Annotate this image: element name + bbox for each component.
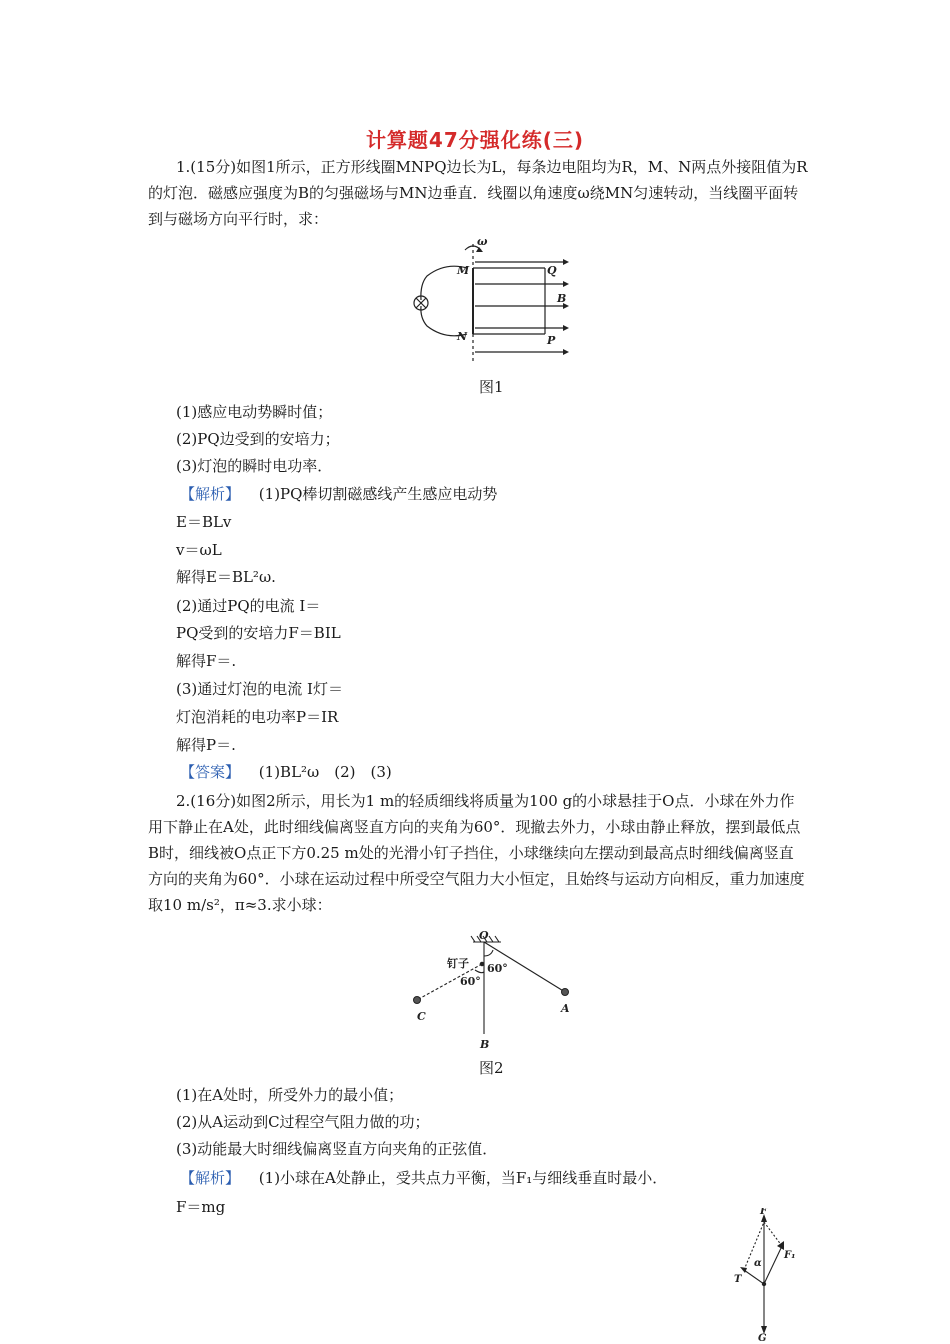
- fig1-label-q: Q: [547, 264, 557, 277]
- figure-2: [405, 928, 585, 1053]
- fig2-angle-a: 60°: [487, 962, 508, 975]
- q2-stem: 2.(16分)如图2所示，用长为1 m的轻质细线将质量为100 g的小球悬挂于O点．小球在外力作用下静止在A处，此时细线偏离竖直方向的夹角为60°．现撤去外力，小球由静止释放，摆到最低点B时，细线被O点正下方0.25 m处的光滑小钉子挡住，小球继续向左摆动到最高点时细线偏离竖直方向的夹角为60°．小球在运动过程中所受空气阻力大小恒定，且始终与运动方向相反，重力加速度取10 m/s²，π≈3.求小球：: [148, 792, 805, 914]
- fig1-label-n: N: [457, 330, 468, 343]
- q2-a2: F＝mg: [176, 1198, 226, 1216]
- q2-sub1: (1)在A处时，所受外力的最小值；: [176, 1086, 404, 1104]
- fig1-label-p: P: [547, 334, 556, 347]
- fig3-label-f1: F₁: [784, 1250, 796, 1261]
- fig3-label-alpha: α: [754, 1258, 762, 1269]
- q1-a4: 解得E＝BL²ω.: [176, 568, 276, 586]
- q1-a9: 灯泡消耗的电功率P＝IR: [176, 708, 339, 726]
- q1-answer-tag: 【答案】: [180, 763, 241, 781]
- page-title: 计算题47分强化练(三): [365, 128, 585, 152]
- fig2-label-b: B: [480, 1038, 490, 1051]
- q1-a6: PQ受到的安培力F＝BIL: [176, 624, 341, 642]
- q1-a5: (2)通过PQ的电流 I＝: [176, 597, 321, 615]
- q1-a2: E＝BLv: [176, 513, 232, 531]
- q1-analysis-tag: 【解析】: [180, 485, 241, 503]
- q1-a3: v＝ωL: [176, 541, 222, 559]
- q1-a8: (3)通过灯泡的电流 I灯＝: [176, 680, 343, 698]
- q2-analysis-tag: 【解析】: [180, 1169, 241, 1187]
- figure-3: [728, 1208, 808, 1342]
- fig3-label-f: F: [760, 1208, 768, 1217]
- fig3-label-t: T: [734, 1274, 742, 1285]
- q1-a7: 解得F＝.: [176, 652, 237, 670]
- fig1-label-b: B: [557, 292, 567, 305]
- q1-stem: 1.(15分)如图1所示，正方形线圈MNPQ边长为L，每条边电阻均为R，M、N两点外接阻值为R的灯泡．磁感应强度为B的匀强磁场与MN边垂直．线圈以角速度ω绕MN匀速转动，当线圈平面转到与磁场方向平行时，求：: [148, 158, 808, 228]
- q2-sub2: (2)从A运动到C过程空气阻力做的功；: [176, 1113, 430, 1131]
- fig3-label-g: G: [758, 1333, 767, 1342]
- fig2-label-c: C: [417, 1010, 426, 1023]
- q1-analysis-line: [180, 484, 497, 504]
- figure-1-caption: 图1: [479, 378, 504, 396]
- q2-sub3: (3)动能最大时细线偏离竖直方向夹角的正弦值．: [176, 1140, 498, 1158]
- q1-answer: (1)BL²ω (2) (3): [258, 763, 392, 781]
- fig1-omega: ω: [477, 236, 488, 248]
- q1-sub2: (2)PQ边受到的安培力；: [176, 430, 340, 448]
- q1-sub3: (3)灯泡的瞬时电功率．: [176, 457, 333, 475]
- fig2-angle-c: 60°: [460, 975, 481, 988]
- fig2-label-a: A: [561, 1002, 570, 1015]
- q1-answer-line: [180, 762, 392, 782]
- fig1-label-m: M: [457, 264, 470, 277]
- q1-a10: 解得P＝.: [176, 736, 236, 754]
- q2-analysis-line: [180, 1168, 667, 1188]
- q1-sub1: (1)感应电动势瞬时值；: [176, 403, 333, 421]
- fig2-label-nail: 钉子: [447, 957, 469, 970]
- figure-2-caption: 图2: [479, 1059, 504, 1077]
- q1-a1: (1)PQ棒切割磁感线产生感应电动势: [258, 485, 498, 503]
- q2-a1: (1)小球在A处静止，受共点力平衡，当F₁与细线垂直时最小．: [258, 1169, 668, 1187]
- figure-1: [405, 236, 585, 366]
- fig2-label-o: O: [479, 929, 489, 942]
